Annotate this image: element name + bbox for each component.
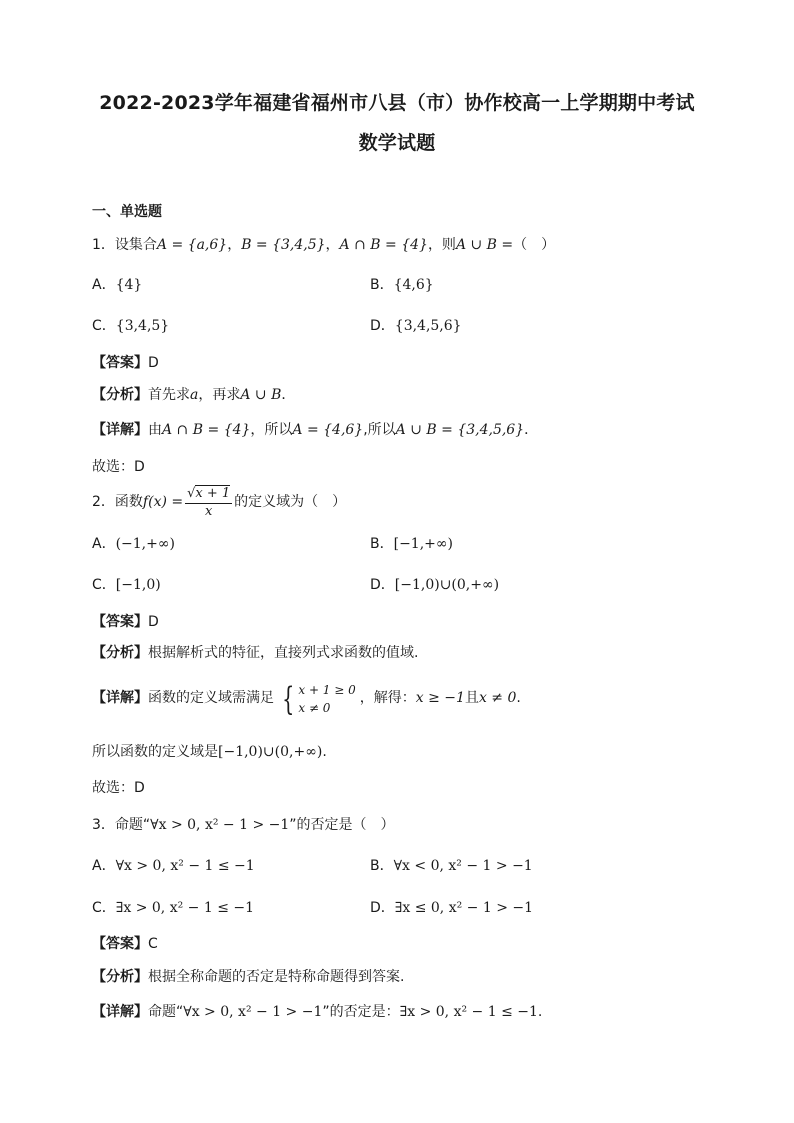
page-title-line2: 数学试题	[358, 132, 436, 154]
system-rows	[298, 681, 355, 717]
analysis-text: 首先求	[148, 387, 190, 403]
q2-option-c[interactable]	[92, 574, 161, 596]
answer-tag: 【答案】	[92, 936, 148, 952]
q1-stem	[92, 234, 555, 256]
detail-math: A ∩ B = {4}	[162, 422, 251, 438]
q3-answer	[92, 933, 158, 955]
q3-suffix: ”的否定是（ ）	[289, 817, 395, 833]
option-label: D．	[370, 577, 395, 593]
q1-prefix: 1．设集合	[92, 237, 157, 253]
option-value: ∃x > 0, x² − 1 ≤ −1	[115, 900, 255, 916]
q2-fx: f(x) =	[142, 494, 184, 510]
answer-value: D	[148, 355, 159, 371]
detail-text: ”的否定是：	[322, 1004, 400, 1020]
detail-text: 由	[148, 422, 162, 438]
q1-union-ask: A ∪ B =	[455, 237, 514, 253]
answer-tag: 【答案】	[92, 614, 148, 630]
option-label: A．	[92, 536, 116, 552]
detail-end: .	[516, 690, 521, 706]
analysis-tag: 【分析】	[92, 645, 148, 661]
option-label: B．	[370, 536, 394, 552]
analysis-var: a	[190, 387, 199, 403]
analysis-tag: 【分析】	[92, 387, 148, 403]
q3-option-c[interactable]	[92, 897, 254, 919]
q2-option-d[interactable]	[370, 574, 499, 596]
q3-detail	[92, 1001, 542, 1023]
q1-set-a: A = {a,6}	[156, 237, 228, 253]
detail-text: 命题“	[148, 1004, 184, 1020]
brace-glyph: {	[282, 679, 295, 718]
detail-tag: 【详解】	[92, 1004, 148, 1020]
q1-paren: （ ）	[513, 237, 556, 253]
option-label: D．	[370, 318, 395, 334]
q3-proposition: ∀x > 0, x² − 1 > −1	[150, 817, 290, 833]
detail-text: ,所以	[363, 422, 396, 438]
detail-tag: 【详解】	[92, 422, 148, 438]
option-label: C．	[92, 577, 116, 593]
analysis-tag: 【分析】	[92, 969, 148, 985]
detail-text: 且	[464, 690, 479, 706]
answer-value: D	[148, 614, 159, 630]
section-heading: 一、单选题	[92, 204, 162, 220]
option-value: {4,6}	[393, 277, 434, 293]
option-value: ∀x < 0, x² − 1 > −1	[393, 858, 533, 874]
analysis-text: ，再求	[198, 387, 241, 403]
q3-prefix: 3．命题“	[92, 817, 151, 833]
q1-option-b[interactable]	[370, 274, 434, 296]
option-value: {3,4,5}	[115, 318, 170, 334]
analysis-text: 根据全称命题的否定是特称命题得到答案.	[148, 969, 405, 985]
sqrt-radicand: x + 1	[195, 485, 231, 501]
analysis-union: A ∪ B	[240, 387, 282, 403]
q1-intersection: A ∩ B = {4}	[339, 237, 428, 253]
option-label: D．	[370, 900, 395, 916]
option-label: C．	[92, 318, 116, 334]
option-value: [−1,0)	[115, 577, 161, 593]
q1-option-c[interactable]	[92, 315, 169, 337]
option-label: B．	[370, 858, 394, 874]
detail-tag: 【详解】	[92, 690, 148, 706]
conclusion-math: [−1,0)∪(0,+∞)	[218, 744, 323, 760]
q3-analysis	[92, 966, 404, 988]
fraction-numerator	[185, 485, 232, 504]
q2-detail	[92, 678, 521, 718]
option-value: (−1,+∞)	[115, 536, 175, 552]
detail-math: A = {4,6}	[292, 422, 364, 438]
analysis-end: ．	[281, 387, 296, 403]
detail-text: ，所以	[250, 422, 293, 438]
q1-choose: 故选：D	[92, 459, 145, 475]
q1-sep1: ，	[227, 237, 242, 253]
detail-text: ，解得：	[359, 690, 416, 706]
q3-option-d[interactable]	[370, 897, 533, 919]
q1-answer	[92, 352, 159, 374]
q2-option-a[interactable]	[92, 533, 175, 555]
q1-option-a[interactable]	[92, 274, 142, 296]
conclusion-end: .	[322, 744, 327, 760]
detail-end: .	[537, 1004, 543, 1020]
detail-math: x ≠ 0	[478, 690, 517, 706]
q2-system	[278, 678, 356, 718]
q3-stem	[92, 814, 395, 836]
detail-text: 函数的定义域需满足	[148, 690, 274, 706]
option-value: [−1,+∞)	[393, 536, 454, 552]
q2-conclusion	[92, 741, 327, 763]
option-label: C．	[92, 900, 116, 916]
q2-prefix: 2．函数	[92, 494, 143, 510]
option-value: [−1,0)∪(0,+∞)	[394, 577, 500, 593]
q2-answer	[92, 611, 159, 633]
answer-value: C	[148, 936, 158, 952]
fraction-denominator: x	[204, 503, 213, 519]
q1-detail	[92, 419, 538, 441]
q1-sep3: ，则	[427, 237, 456, 253]
q1-set-b: B = {3,4,5}	[241, 237, 326, 253]
q3-option-b[interactable]	[370, 855, 533, 877]
q2-option-b[interactable]	[370, 533, 453, 555]
sqrt-symbol: √	[187, 485, 196, 501]
answer-tag: 【答案】	[92, 355, 148, 371]
system-row: x + 1 ≥ 0	[298, 682, 356, 697]
q2-stem	[92, 484, 346, 520]
page-title-line1: 2022-2023学年福建省福州市八县（市）协作校高一上学期期中考试	[99, 92, 695, 114]
option-value: {4}	[115, 277, 143, 293]
q3-option-a[interactable]	[92, 855, 255, 877]
option-label: A．	[92, 858, 116, 874]
option-label: A．	[92, 277, 116, 293]
q1-sep2: ，	[325, 237, 340, 253]
option-label: B．	[370, 277, 394, 293]
option-value: ∀x > 0, x² − 1 ≤ −1	[115, 858, 255, 874]
detail-math: A ∪ B = {3,4,5,6}	[395, 422, 525, 438]
detail-end: ．	[524, 422, 539, 438]
detail-math: x ≥ −1	[415, 690, 465, 706]
q1-option-d[interactable]	[370, 315, 462, 337]
analysis-text: 根据解析式的特征，直接列式求函数的值域.	[148, 645, 419, 661]
q2-analysis	[92, 642, 418, 664]
q2-choose: 故选：D	[92, 780, 145, 796]
q1-analysis	[92, 384, 295, 406]
detail-math: ∀x > 0, x² − 1 > −1	[183, 1004, 323, 1020]
option-value: {3,4,5,6}	[394, 318, 462, 334]
option-value: ∃x ≤ 0, x² − 1 > −1	[394, 900, 534, 916]
system-row: x ≠ 0	[298, 700, 331, 715]
q2-suffix: 的定义域为（ ）	[234, 494, 347, 510]
q2-fraction	[185, 485, 232, 520]
detail-math: ∃x > 0, x² − 1 ≤ −1	[399, 1004, 538, 1020]
conclusion-text: 所以函数的定义域是	[92, 744, 218, 760]
